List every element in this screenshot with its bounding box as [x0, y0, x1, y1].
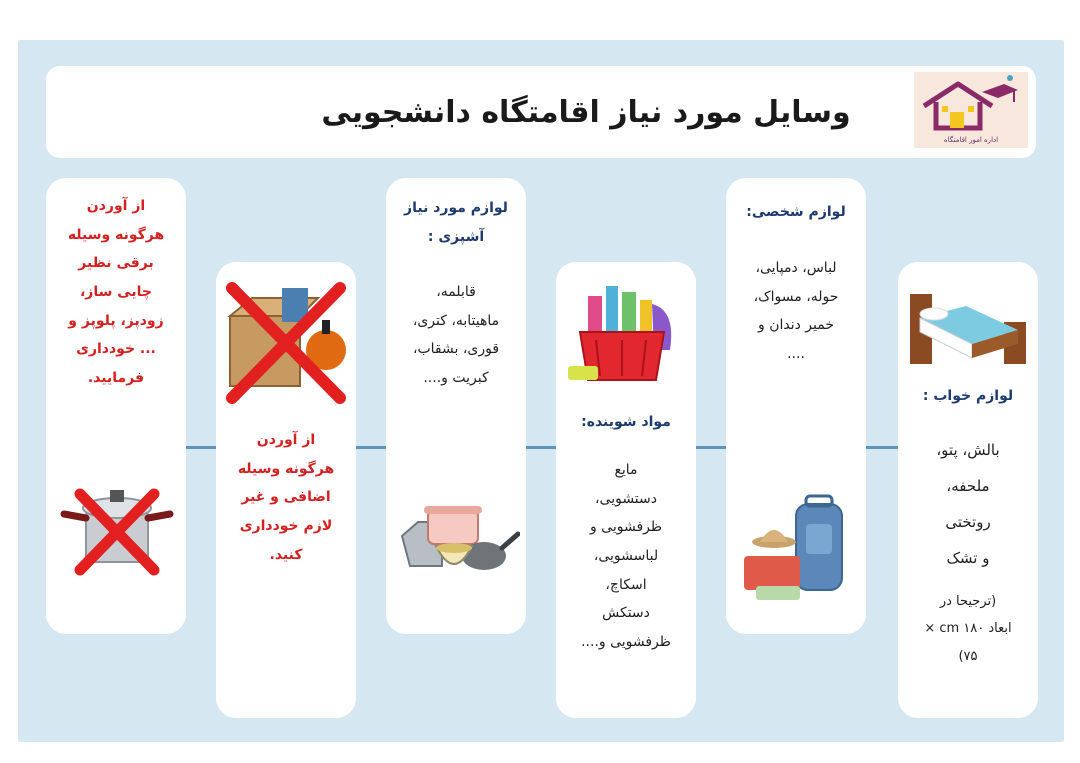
card-personal-items — [726, 178, 866, 634]
card-bedding-list: بالش، پتو، ملحفه، روتختی و تشک — [936, 441, 1000, 567]
card-personal-list: لباس، دمپایی، حوله، مسواک، خمیر دندان و .... — [753, 260, 839, 363]
card-no-extra-items — [216, 262, 356, 718]
card-kitchen-items — [386, 178, 526, 634]
card-bedding — [898, 262, 1038, 718]
crossed-out-pressure-cooker-icon — [60, 482, 174, 578]
card-cleaning-heading: مواد شوینده: — [581, 414, 671, 430]
crossed-out-boxes-icon — [222, 276, 350, 406]
card-cleaning-supplies — [556, 262, 696, 718]
card-bedding-size-note: (ترجیحا در ابعاد ۱۸۰ cm × ۷۵) — [924, 594, 1012, 664]
card-kitchen-list: قابلمه، ماهیتابه، کتری، قوری، بشقاب، کبریت و.... — [412, 284, 500, 387]
card-bedding-heading: لوازم خواب : — [922, 388, 1014, 404]
card-no-electric-appliances — [46, 178, 186, 634]
card-no-electric-text: از آوردن هرگونه وسیله برقی نظیر چایی ساز، زودپز، پلوپز و ... خودداری فرمایید. — [67, 198, 165, 387]
card-kitchen-heading: لوازم مورد نیاز آشپزی : — [404, 200, 508, 245]
card-no-extra-text: از آوردن هرگونه وسیله اضافی و غیر لازم خودداری کنید. — [237, 432, 335, 563]
title-bar — [46, 66, 1036, 158]
logo-caption: اداره امور اقامتگاه — [943, 136, 999, 144]
cleaning-supplies-icon — [566, 280, 688, 390]
house-graduation-cap-icon — [914, 72, 1028, 136]
timeline-segment — [690, 446, 730, 449]
card-personal-heading: لوازم شخصی: — [746, 204, 846, 220]
bed-icon — [906, 288, 1030, 370]
page-title: وسایل مورد نیاز اقامتگاه دانشجویی — [321, 94, 851, 130]
cookware-icon — [392, 496, 520, 586]
card-cleaning-list: مایع دستشویی، ظرفشویی و لباسشویی، اسکاچ، دستکش ظرفشویی و.... — [581, 462, 671, 651]
luggage-icon — [736, 494, 860, 604]
logo — [914, 72, 1028, 148]
